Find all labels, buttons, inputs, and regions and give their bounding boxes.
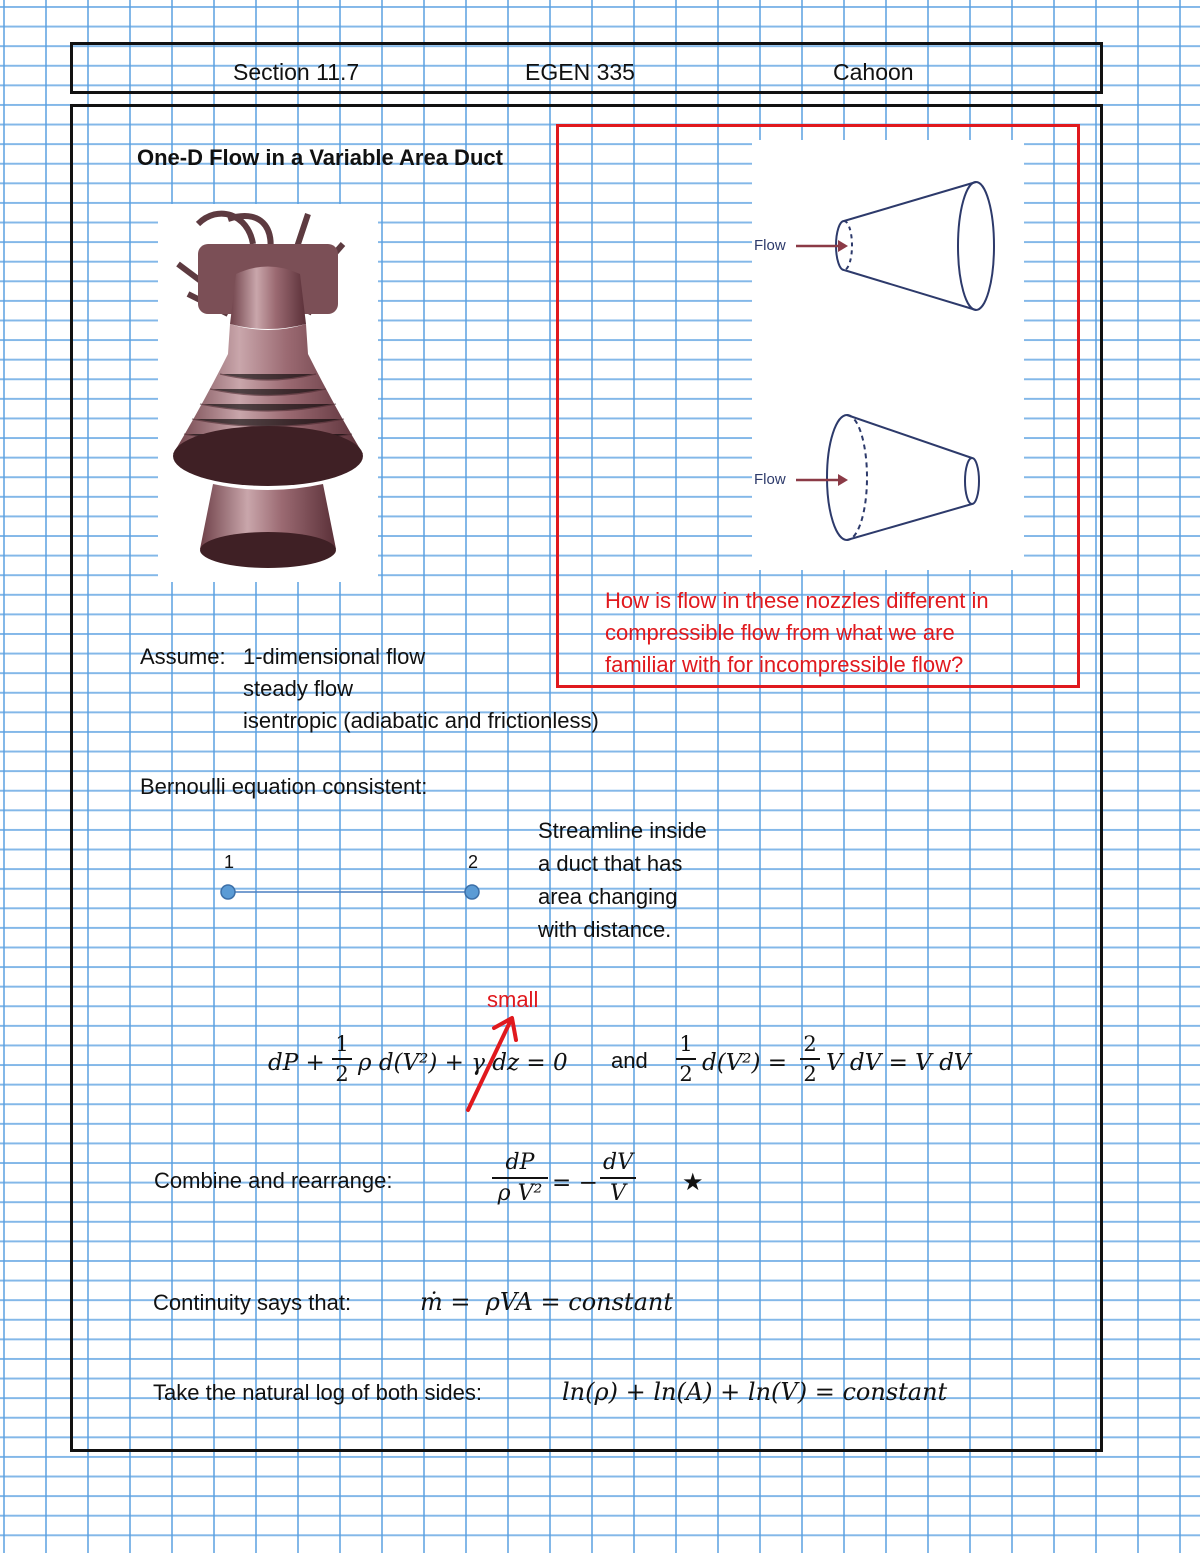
streamline-diagram (218, 880, 482, 904)
bernoulli-eq-part-a: dP + (268, 1050, 325, 1076)
two-halves-fraction: 2 2 (800, 1032, 820, 1086)
combine-label: Combine and rearrange: (154, 1168, 393, 1193)
question-line-1: How is flow in these nozzles different in (605, 588, 989, 613)
streamline-caption: area changing (538, 884, 678, 909)
bernoulli-eq-part-b: ρ d(V²) + γ dz = 0 (358, 1050, 568, 1076)
star-icon: ★ (682, 1169, 704, 1196)
continuity-label: Continuity says that: (153, 1290, 352, 1315)
assume-item: 1-dimensional flow (243, 644, 426, 669)
log-label: Take the natural log of both sides: (153, 1380, 482, 1405)
streamline-caption: a duct that has (538, 851, 683, 876)
header-section: Section 11.7 (233, 59, 360, 85)
flow-label-bottom: Flow (754, 471, 786, 488)
rocket-engine-image (158, 204, 378, 582)
velocity-identity-part-a: d(V²) = (702, 1050, 788, 1076)
log-equation: ln(ρ) + ln(A) + ln(V) = constant (562, 1378, 948, 1406)
assume-item: isentropic (adiabatic and frictionless) (243, 708, 599, 733)
half-fraction: 1 2 (676, 1032, 696, 1086)
nozzle-figure (752, 140, 1024, 570)
assume-item: steady flow (243, 676, 354, 701)
and-label: and (611, 1048, 648, 1073)
velocity-identity-part-b: V dV = V dV (826, 1050, 971, 1076)
question-line-3: familiar with for incompressible flow? (605, 652, 964, 677)
question-line-2: compressible flow from what we are (605, 620, 955, 645)
point-2-label: 2 (468, 852, 479, 872)
dv-over-v: dV V (600, 1150, 636, 1206)
equals-minus: = − (552, 1170, 598, 1196)
flow-label-top: Flow (754, 237, 786, 254)
header-author: Cahoon (833, 59, 914, 85)
small-annotation: small (487, 987, 539, 1012)
dp-over-rho-v2: dP ρ V² (492, 1150, 548, 1206)
half-fraction: 1 2 (332, 1032, 352, 1086)
continuity-equation: ṁ = ρVA = constant (420, 1288, 673, 1316)
header-course: EGEN 335 (525, 59, 635, 85)
bernoulli-heading: Bernoulli equation consistent: (140, 774, 428, 799)
point-1-label: 1 (224, 852, 235, 872)
header-box (70, 42, 1103, 94)
page-title: One-D Flow in a Variable Area Duct (137, 145, 503, 170)
assume-label: Assume: (140, 644, 226, 669)
streamline-caption: Streamline inside (538, 818, 707, 843)
streamline-caption: with distance. (538, 917, 672, 942)
